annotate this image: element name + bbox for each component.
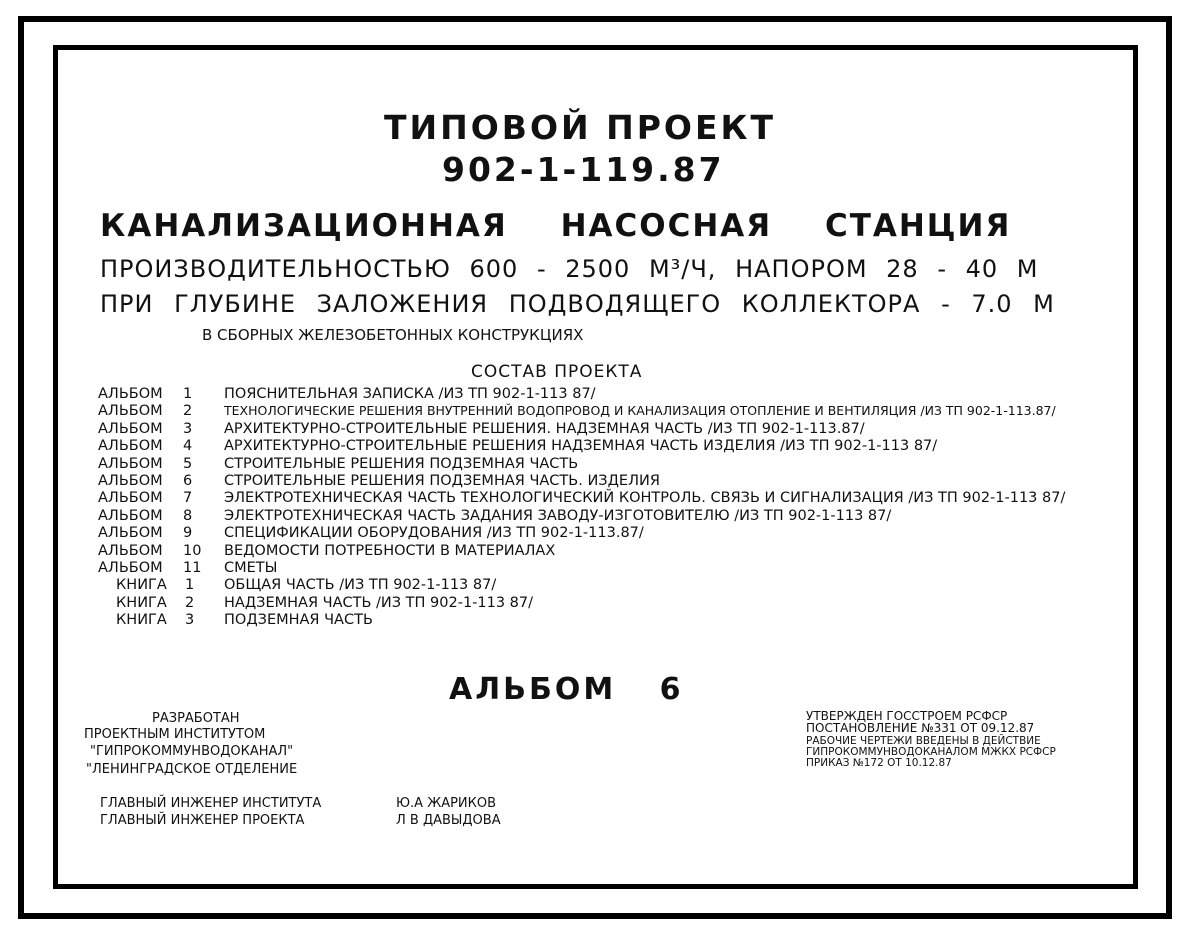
contents-row-number: 2 bbox=[183, 403, 193, 420]
contents-row-number: 1 bbox=[183, 386, 193, 402]
contents-row-label: АЛЬБОМ bbox=[98, 542, 163, 559]
album-number: АЛЬБОМ 6 bbox=[449, 672, 684, 707]
contents-row-text: ВЕДОМОСТИ ПОТРЕБНОСТИ В МАТЕРИАЛАХ bbox=[224, 542, 556, 559]
contents-row-text: ТЕХНОЛОГИЧЕСКИЕ РЕШЕНИЯ ВНУТРЕННИЙ ВОДОПРОВОД И КАНАЛИЗАЦИЯ ОТОПЛЕНИЕ И ВЕНТИЛЯЦИЯ /ИЗ ТП 902-1-113.87/ bbox=[224, 403, 1056, 419]
contents-row-text: АРХИТЕКТУРНО-СТРОИТЕЛЬНЫЕ РЕШЕНИЯ НАДЗЕМНАЯ ЧАСТЬ ИЗДЕЛИЯ /ИЗ ТП 902-1-113 87/ bbox=[224, 438, 938, 455]
contents-row-text: ПОДЗЕМНАЯ ЧАСТЬ bbox=[224, 612, 373, 629]
contents-row-text: ЭЛЕКТРОТЕХНИЧЕСКАЯ ЧАСТЬ ЗАДАНИЯ ЗАВОДУ-ИЗГОТОВИТЕЛЮ /ИЗ ТП 902-1-113 87/ bbox=[224, 507, 892, 524]
contents-row-text: ПОЯСНИТЕЛЬНАЯ ЗАПИСКА /ИЗ ТП 902-1-113 87/ bbox=[224, 386, 596, 402]
contents-row-text: ЭЛЕКТРОТЕХНИЧЕСКАЯ ЧАСТЬ ТЕХНОЛОГИЧЕСКИЙ КОНТРОЛЬ. СВЯЗЬ И СИГНАЛИЗАЦИЯ /ИЗ ТП 902-1-113 87/ bbox=[224, 490, 1066, 507]
approval-line2: ПОСТАНОВЛЕНИЕ №331 ОТ 09.12.87 bbox=[806, 721, 1035, 735]
contents-row-number: 7 bbox=[183, 490, 193, 507]
contents-row-label: АЛЬБОМ bbox=[98, 403, 163, 420]
developer-line3: "ГИПРОКОММУНВОДОКАНАЛ" bbox=[90, 744, 294, 759]
contents-row-label: АЛЬБОМ bbox=[98, 560, 163, 576]
approval-line4: ГИПРОКОММУНВОДОКАНАЛОМ МЖКХ РСФСР bbox=[806, 746, 1056, 758]
contents-row-label: АЛЬБОМ bbox=[98, 420, 163, 437]
contents-row-label: АЛЬБОМ bbox=[98, 473, 163, 489]
contents-row-label: АЛЬБОМ bbox=[98, 386, 163, 402]
title-line2: 902-1-119.87 bbox=[442, 150, 725, 189]
contents-row-text: СТРОИТЕЛЬНЫЕ РЕШЕНИЯ ПОДЗЕМНАЯ ЧАСТЬ bbox=[224, 455, 579, 472]
contents-row-text: НАДЗЕМНАЯ ЧАСТЬ /ИЗ ТП 902-1-113 87/ bbox=[224, 594, 534, 611]
contents-heading: СОСТАВ ПРОЕКТА bbox=[471, 362, 643, 382]
approval-line5: ПРИКАЗ №172 ОТ 10.12.87 bbox=[806, 757, 952, 769]
contents-row-number: 3 bbox=[185, 612, 195, 629]
contents-row-number: 3 bbox=[183, 420, 193, 437]
contents-row-text: ОБЩАЯ ЧАСТЬ /ИЗ ТП 902-1-113 87/ bbox=[224, 577, 497, 594]
contents-row-number: 1 bbox=[185, 577, 195, 594]
signature-name2: Л В ДАВЫДОВА bbox=[396, 813, 501, 828]
contents-row-text: СТРОИТЕЛЬНЫЕ РЕШЕНИЯ ПОДЗЕМНАЯ ЧАСТЬ. ИЗДЕЛИЯ bbox=[224, 473, 660, 489]
approval-line1: УТВЕРЖДЕН ГОССТРОЕМ РСФСР bbox=[806, 709, 1008, 723]
contents-row-label: АЛЬБОМ bbox=[98, 507, 163, 524]
developer-line1: РАЗРАБОТАН bbox=[152, 711, 240, 726]
contents-row-label: АЛЬБОМ bbox=[98, 490, 163, 507]
contents-row-label: КНИГА bbox=[116, 594, 167, 611]
contents-row-number: 2 bbox=[185, 594, 195, 611]
contents-row-number: 8 bbox=[183, 507, 193, 524]
spec-line2: ПРИ ГЛУБИНЕ ЗАЛОЖЕНИЯ ПОДВОДЯЩЕГО КОЛЛЕКТОРА - 7.0 М bbox=[100, 290, 1055, 318]
contents-row-number: 11 bbox=[183, 560, 202, 576]
developer-line4: "ЛЕНИНГРАДСКОЕ ОТДЕЛЕНИЕ bbox=[86, 762, 298, 777]
contents-row-text: СПЕЦИФИКАЦИИ ОБОРУДОВАНИЯ /ИЗ ТП 902-1-113.87/ bbox=[224, 525, 644, 542]
signature-name1: Ю.А ЖАРИКОВ bbox=[396, 796, 497, 811]
signature-role2: ГЛАВНЫЙ ИНЖЕНЕР ПРОЕКТА bbox=[100, 813, 305, 828]
contents-row-number: 6 bbox=[183, 473, 193, 489]
contents-row-text: СМЕТЫ bbox=[224, 560, 278, 576]
contents-row-label: АЛЬБОМ bbox=[98, 455, 163, 472]
contents-row-label: КНИГА bbox=[116, 612, 167, 629]
contents-row-number: 5 bbox=[183, 455, 193, 472]
contents-row-number: 10 bbox=[183, 542, 202, 559]
project-name: КАНАЛИЗАЦИОННАЯ НАСОСНАЯ СТАНЦИЯ bbox=[100, 208, 1012, 244]
title-line1: ТИПОВОЙ ПРОЕКТ bbox=[384, 108, 776, 147]
signature-role1: ГЛАВНЫЙ ИНЖЕНЕР ИНСТИТУТА bbox=[100, 796, 322, 811]
approval-line3: РАБОЧИЕ ЧЕРТЕЖИ ВВЕДЕНЫ В ДЕЙСТВИЕ bbox=[806, 735, 1041, 747]
contents-row-label: КНИГА bbox=[116, 577, 167, 594]
contents-row-number: 9 bbox=[183, 525, 193, 542]
contents-row-label: АЛЬБОМ bbox=[98, 438, 163, 455]
contents-row-label: АЛЬБОМ bbox=[98, 525, 163, 542]
contents-row-text: АРХИТЕКТУРНО-СТРОИТЕЛЬНЫЕ РЕШЕНИЯ. НАДЗЕМНАЯ ЧАСТЬ /ИЗ ТП 902-1-113.87/ bbox=[224, 420, 865, 437]
contents-row-number: 4 bbox=[183, 438, 193, 455]
spec-line1: ПРОИЗВОДИТЕЛЬНОСТЬЮ 600 - 2500 М³/Ч, НАПОРОМ 28 - 40 М bbox=[100, 255, 1039, 283]
developer-line2: ПРОЕКТНЫМ ИНСТИТУТОМ bbox=[84, 727, 266, 742]
spec-line3: В СБОРНЫХ ЖЕЛЕЗОБЕТОННЫХ КОНСТРУКЦИЯХ bbox=[202, 326, 584, 344]
